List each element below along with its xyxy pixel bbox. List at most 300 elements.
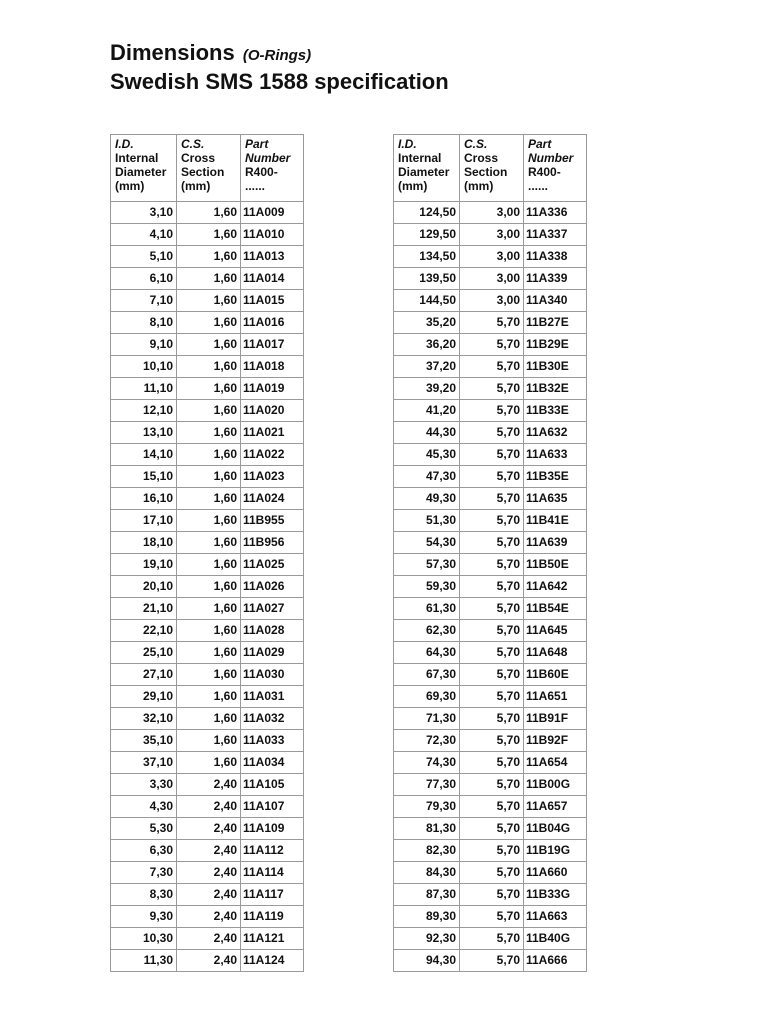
cell-cross-section: 1,60 <box>177 466 241 488</box>
cell-cross-section: 1,60 <box>177 378 241 400</box>
cell-internal-diameter: 67,30 <box>394 664 460 686</box>
table-header-row <box>111 135 304 202</box>
cell-internal-diameter: 11,30 <box>111 950 177 972</box>
table-row <box>111 686 304 708</box>
cell-internal-diameter: 4,30 <box>111 796 177 818</box>
table-row <box>111 378 304 400</box>
cell-cross-section: 1,60 <box>177 598 241 620</box>
cell-internal-diameter: 139,50 <box>394 268 460 290</box>
page-title <box>110 40 449 69</box>
cell-cross-section: 5,70 <box>460 730 524 752</box>
header-line: Section <box>181 165 225 179</box>
cell-internal-diameter: 8,30 <box>111 884 177 906</box>
table-row <box>394 708 587 730</box>
table-row <box>394 884 587 906</box>
cell-cross-section: 5,70 <box>460 510 524 532</box>
cell-part-number: 11A032 <box>241 708 304 730</box>
table-row <box>111 400 304 422</box>
cell-internal-diameter: 5,10 <box>111 246 177 268</box>
cell-internal-diameter: 3,10 <box>111 202 177 224</box>
cell-cross-section: 2,40 <box>177 862 241 884</box>
table-row <box>111 224 304 246</box>
cell-part-number: 11B91F <box>524 708 587 730</box>
cell-part-number: 11A112 <box>241 840 304 862</box>
cell-internal-diameter: 72,30 <box>394 730 460 752</box>
table-row <box>111 290 304 312</box>
cell-internal-diameter: 8,10 <box>111 312 177 334</box>
header-line: (mm) <box>398 179 428 193</box>
header-line: R400- <box>245 165 278 179</box>
cell-part-number: 11A121 <box>241 928 304 950</box>
cell-cross-section: 3,00 <box>460 224 524 246</box>
header-line: ...... <box>528 179 549 193</box>
table-row <box>394 598 587 620</box>
header-line: C.S. <box>464 137 488 151</box>
table-row <box>394 312 587 334</box>
cell-internal-diameter: 57,30 <box>394 554 460 576</box>
cell-cross-section: 5,70 <box>460 422 524 444</box>
cell-part-number: 11A339 <box>524 268 587 290</box>
cell-internal-diameter: 59,30 <box>394 576 460 598</box>
cell-part-number: 11B50E <box>524 554 587 576</box>
table-row <box>111 334 304 356</box>
table-row <box>394 906 587 928</box>
cell-cross-section: 5,70 <box>460 488 524 510</box>
cell-part-number: 11A033 <box>241 730 304 752</box>
cell-internal-diameter: 6,30 <box>111 840 177 862</box>
page-title-block <box>110 40 449 95</box>
table-row <box>111 774 304 796</box>
cell-internal-diameter: 16,10 <box>111 488 177 510</box>
cell-part-number: 11A013 <box>241 246 304 268</box>
cell-part-number: 11A020 <box>241 400 304 422</box>
cell-part-number: 11B00G <box>524 774 587 796</box>
cell-internal-diameter: 12,10 <box>111 400 177 422</box>
table-row <box>394 818 587 840</box>
cell-cross-section: 5,70 <box>460 950 524 972</box>
table-row <box>394 488 587 510</box>
cell-internal-diameter: 35,20 <box>394 312 460 334</box>
cell-part-number: 11A666 <box>524 950 587 972</box>
table-row <box>111 466 304 488</box>
cell-cross-section: 5,70 <box>460 466 524 488</box>
cell-internal-diameter: 39,20 <box>394 378 460 400</box>
cell-part-number: 11A034 <box>241 752 304 774</box>
cell-cross-section: 1,60 <box>177 224 241 246</box>
cell-cross-section: 5,70 <box>460 928 524 950</box>
cell-part-number: 11B33G <box>524 884 587 906</box>
cell-internal-diameter: 124,50 <box>394 202 460 224</box>
cell-cross-section: 3,00 <box>460 202 524 224</box>
cell-internal-diameter: 71,30 <box>394 708 460 730</box>
table-row <box>111 422 304 444</box>
table-row <box>111 620 304 642</box>
cell-internal-diameter: 47,30 <box>394 466 460 488</box>
cell-cross-section: 2,40 <box>177 906 241 928</box>
cell-cross-section: 1,60 <box>177 686 241 708</box>
cell-part-number: 11A639 <box>524 532 587 554</box>
cell-part-number: 11B33E <box>524 400 587 422</box>
table-row <box>394 620 587 642</box>
cell-cross-section: 5,70 <box>460 796 524 818</box>
cell-cross-section: 5,70 <box>460 642 524 664</box>
cell-internal-diameter: 82,30 <box>394 840 460 862</box>
cell-part-number: 11A016 <box>241 312 304 334</box>
cell-part-number: 11A029 <box>241 642 304 664</box>
cell-cross-section: 1,60 <box>177 752 241 774</box>
header-line: Section <box>464 165 508 179</box>
header-line: Part <box>528 137 552 151</box>
cell-part-number: 11A014 <box>241 268 304 290</box>
table-row <box>394 554 587 576</box>
table-row <box>394 444 587 466</box>
table-row <box>394 466 587 488</box>
cell-internal-diameter: 51,30 <box>394 510 460 532</box>
cell-part-number: 11A114 <box>241 862 304 884</box>
cell-part-number: 11B29E <box>524 334 587 356</box>
cell-part-number: 11B955 <box>241 510 304 532</box>
cell-internal-diameter: 20,10 <box>111 576 177 598</box>
cell-internal-diameter: 89,30 <box>394 906 460 928</box>
cell-cross-section: 1,60 <box>177 444 241 466</box>
cell-cross-section: 1,60 <box>177 576 241 598</box>
cell-part-number: 11A022 <box>241 444 304 466</box>
table-row <box>394 246 587 268</box>
cell-internal-diameter: 7,10 <box>111 290 177 312</box>
table-row <box>111 752 304 774</box>
header-line: (mm) <box>115 179 145 193</box>
title-main: Dimensions <box>110 40 235 65</box>
cell-cross-section: 1,60 <box>177 532 241 554</box>
specification-title: Swedish SMS 1588 specification <box>110 69 449 94</box>
cell-part-number: 11A024 <box>241 488 304 510</box>
cell-internal-diameter: 49,30 <box>394 488 460 510</box>
cell-cross-section: 5,70 <box>460 312 524 334</box>
cell-internal-diameter: 94,30 <box>394 950 460 972</box>
header-line: Internal <box>115 151 159 165</box>
table-row <box>394 224 587 246</box>
cell-internal-diameter: 9,30 <box>111 906 177 928</box>
cell-part-number: 11A028 <box>241 620 304 642</box>
cell-cross-section: 5,70 <box>460 818 524 840</box>
cell-internal-diameter: 22,10 <box>111 620 177 642</box>
cell-part-number: 11A663 <box>524 906 587 928</box>
cell-part-number: 11A117 <box>241 884 304 906</box>
cell-cross-section: 1,60 <box>177 488 241 510</box>
table-row <box>111 312 304 334</box>
header-part-number <box>524 135 587 202</box>
cell-internal-diameter: 18,10 <box>111 532 177 554</box>
cell-cross-section: 1,60 <box>177 708 241 730</box>
table-row <box>394 422 587 444</box>
cell-internal-diameter: 19,10 <box>111 554 177 576</box>
table-row <box>111 488 304 510</box>
cell-part-number: 11B60E <box>524 664 587 686</box>
table-row <box>111 906 304 928</box>
title-subtitle: (O-Rings) <box>242 47 312 64</box>
header-line: (mm) <box>464 179 494 193</box>
cell-cross-section: 2,40 <box>177 774 241 796</box>
header-line: Number <box>245 151 291 165</box>
cell-part-number: 11A109 <box>241 818 304 840</box>
cell-part-number: 11A340 <box>524 290 587 312</box>
cell-part-number: 11A025 <box>241 554 304 576</box>
cell-part-number: 11A336 <box>524 202 587 224</box>
cell-part-number: 11B04G <box>524 818 587 840</box>
cell-cross-section: 1,60 <box>177 664 241 686</box>
cell-part-number: 11A657 <box>524 796 587 818</box>
cell-cross-section: 5,70 <box>460 664 524 686</box>
cell-cross-section: 1,60 <box>177 400 241 422</box>
cell-cross-section: 5,70 <box>460 906 524 928</box>
table-row <box>111 818 304 840</box>
cell-part-number: 11B54E <box>524 598 587 620</box>
cell-part-number: 11A019 <box>241 378 304 400</box>
table-row <box>394 378 587 400</box>
cell-cross-section: 5,70 <box>460 554 524 576</box>
table-row <box>111 840 304 862</box>
cell-cross-section: 5,70 <box>460 334 524 356</box>
cell-part-number: 11A023 <box>241 466 304 488</box>
cell-internal-diameter: 13,10 <box>111 422 177 444</box>
cell-part-number: 11A107 <box>241 796 304 818</box>
header-line: Part <box>245 137 269 151</box>
cell-internal-diameter: 37,10 <box>111 752 177 774</box>
cell-cross-section: 2,40 <box>177 796 241 818</box>
header-internal-diameter <box>394 135 460 202</box>
cell-internal-diameter: 6,10 <box>111 268 177 290</box>
cell-internal-diameter: 11,10 <box>111 378 177 400</box>
cell-internal-diameter: 45,30 <box>394 444 460 466</box>
cell-internal-diameter: 41,20 <box>394 400 460 422</box>
dimensions-table-right <box>393 134 587 972</box>
cell-internal-diameter: 15,10 <box>111 466 177 488</box>
header-line: Internal <box>398 151 442 165</box>
cell-cross-section: 1,60 <box>177 334 241 356</box>
cell-internal-diameter: 17,10 <box>111 510 177 532</box>
cell-cross-section: 3,00 <box>460 290 524 312</box>
cell-internal-diameter: 32,10 <box>111 708 177 730</box>
table-row <box>394 752 587 774</box>
cell-part-number: 11A010 <box>241 224 304 246</box>
table-body-right <box>394 202 587 972</box>
cell-part-number: 11B30E <box>524 356 587 378</box>
cell-part-number: 11B19G <box>524 840 587 862</box>
table-row <box>111 862 304 884</box>
cell-internal-diameter: 64,30 <box>394 642 460 664</box>
cell-cross-section: 5,70 <box>460 598 524 620</box>
cell-part-number: 11A017 <box>241 334 304 356</box>
table-row <box>111 510 304 532</box>
cell-cross-section: 5,70 <box>460 620 524 642</box>
table-row <box>394 950 587 972</box>
table-row <box>111 268 304 290</box>
cell-part-number: 11A031 <box>241 686 304 708</box>
cell-internal-diameter: 25,10 <box>111 642 177 664</box>
header-line: Diameter <box>115 165 167 179</box>
cell-cross-section: 1,60 <box>177 268 241 290</box>
header-line: Number <box>528 151 574 165</box>
table-row <box>111 598 304 620</box>
table-row <box>394 664 587 686</box>
header-internal-diameter <box>111 135 177 202</box>
cell-part-number: 11B41E <box>524 510 587 532</box>
cell-part-number: 11A027 <box>241 598 304 620</box>
cell-internal-diameter: 27,10 <box>111 664 177 686</box>
cell-part-number: 11A338 <box>524 246 587 268</box>
cell-cross-section: 1,60 <box>177 422 241 444</box>
cell-internal-diameter: 87,30 <box>394 884 460 906</box>
cell-cross-section: 1,60 <box>177 554 241 576</box>
cell-part-number: 11A660 <box>524 862 587 884</box>
table-header-row <box>394 135 587 202</box>
cell-part-number: 11A026 <box>241 576 304 598</box>
cell-cross-section: 5,70 <box>460 444 524 466</box>
header-line: R400- <box>528 165 561 179</box>
cell-part-number: 11A635 <box>524 488 587 510</box>
cell-cross-section: 5,70 <box>460 708 524 730</box>
cell-cross-section: 5,70 <box>460 400 524 422</box>
cell-internal-diameter: 35,10 <box>111 730 177 752</box>
table-row <box>394 510 587 532</box>
cell-internal-diameter: 92,30 <box>394 928 460 950</box>
table-row <box>394 840 587 862</box>
cell-internal-diameter: 54,30 <box>394 532 460 554</box>
cell-internal-diameter: 84,30 <box>394 862 460 884</box>
cell-internal-diameter: 134,50 <box>394 246 460 268</box>
cell-internal-diameter: 36,20 <box>394 334 460 356</box>
table-row <box>394 862 587 884</box>
cell-cross-section: 3,00 <box>460 246 524 268</box>
cell-internal-diameter: 10,10 <box>111 356 177 378</box>
cell-cross-section: 2,40 <box>177 840 241 862</box>
table-row <box>111 664 304 686</box>
cell-internal-diameter: 4,10 <box>111 224 177 246</box>
header-line: C.S. <box>181 137 205 151</box>
cell-part-number: 11A009 <box>241 202 304 224</box>
cell-internal-diameter: 81,30 <box>394 818 460 840</box>
table-row <box>394 356 587 378</box>
cell-internal-diameter: 21,10 <box>111 598 177 620</box>
cell-internal-diameter: 37,20 <box>394 356 460 378</box>
cell-cross-section: 1,60 <box>177 312 241 334</box>
cell-internal-diameter: 9,10 <box>111 334 177 356</box>
header-cross-section <box>177 135 241 202</box>
table-row <box>111 554 304 576</box>
cell-internal-diameter: 14,10 <box>111 444 177 466</box>
cell-cross-section: 2,40 <box>177 818 241 840</box>
cell-cross-section: 2,40 <box>177 884 241 906</box>
table-row <box>111 796 304 818</box>
table-row <box>394 928 587 950</box>
table-row <box>111 532 304 554</box>
table-row <box>394 730 587 752</box>
cell-part-number: 11A651 <box>524 686 587 708</box>
cell-cross-section: 5,70 <box>460 884 524 906</box>
header-line: Cross <box>181 151 216 165</box>
cell-internal-diameter: 129,50 <box>394 224 460 246</box>
cell-part-number: 11A337 <box>524 224 587 246</box>
cell-cross-section: 1,60 <box>177 356 241 378</box>
header-part-number <box>241 135 304 202</box>
cell-cross-section: 2,40 <box>177 950 241 972</box>
cell-internal-diameter: 144,50 <box>394 290 460 312</box>
table-body-left <box>111 202 304 972</box>
cell-internal-diameter: 10,30 <box>111 928 177 950</box>
header-line: ...... <box>245 179 266 193</box>
header-line: I.D. <box>115 137 134 151</box>
cell-part-number: 11A642 <box>524 576 587 598</box>
table-row <box>111 950 304 972</box>
cell-part-number: 11A015 <box>241 290 304 312</box>
header-line: (mm) <box>181 179 211 193</box>
cell-part-number: 11B27E <box>524 312 587 334</box>
table-row <box>394 334 587 356</box>
cell-internal-diameter: 62,30 <box>394 620 460 642</box>
table-row <box>394 202 587 224</box>
dimensions-table-left <box>110 134 304 972</box>
cell-part-number: 11B32E <box>524 378 587 400</box>
cell-cross-section: 2,40 <box>177 928 241 950</box>
table-row <box>111 246 304 268</box>
cell-cross-section: 5,70 <box>460 576 524 598</box>
table-row <box>394 290 587 312</box>
cell-cross-section: 5,70 <box>460 862 524 884</box>
table-row <box>111 444 304 466</box>
cell-cross-section: 1,60 <box>177 620 241 642</box>
cell-cross-section: 5,70 <box>460 774 524 796</box>
table-row <box>394 686 587 708</box>
cell-part-number: 11A018 <box>241 356 304 378</box>
cell-internal-diameter: 79,30 <box>394 796 460 818</box>
cell-internal-diameter: 44,30 <box>394 422 460 444</box>
header-line: I.D. <box>398 137 417 151</box>
cell-internal-diameter: 3,30 <box>111 774 177 796</box>
cell-part-number: 11A021 <box>241 422 304 444</box>
cell-cross-section: 1,60 <box>177 246 241 268</box>
cell-part-number: 11A645 <box>524 620 587 642</box>
cell-part-number: 11A119 <box>241 906 304 928</box>
cell-part-number: 11A632 <box>524 422 587 444</box>
cell-internal-diameter: 69,30 <box>394 686 460 708</box>
table-row <box>394 532 587 554</box>
cell-part-number: 11B40G <box>524 928 587 950</box>
table-row <box>394 400 587 422</box>
cell-internal-diameter: 74,30 <box>394 752 460 774</box>
table-row <box>111 356 304 378</box>
cell-part-number: 11A633 <box>524 444 587 466</box>
cell-cross-section: 1,60 <box>177 642 241 664</box>
table-row <box>111 708 304 730</box>
cell-part-number: 11A654 <box>524 752 587 774</box>
table-row <box>394 642 587 664</box>
cell-part-number: 11B35E <box>524 466 587 488</box>
cell-part-number: 11B956 <box>241 532 304 554</box>
table-row <box>111 576 304 598</box>
cell-part-number: 11A124 <box>241 950 304 972</box>
table-row <box>394 796 587 818</box>
table-row <box>111 928 304 950</box>
cell-cross-section: 3,00 <box>460 268 524 290</box>
cell-cross-section: 1,60 <box>177 202 241 224</box>
cell-cross-section: 5,70 <box>460 356 524 378</box>
cell-internal-diameter: 29,10 <box>111 686 177 708</box>
cell-cross-section: 5,70 <box>460 532 524 554</box>
cell-internal-diameter: 61,30 <box>394 598 460 620</box>
cell-cross-section: 1,60 <box>177 290 241 312</box>
table-row <box>111 884 304 906</box>
table-row <box>111 730 304 752</box>
